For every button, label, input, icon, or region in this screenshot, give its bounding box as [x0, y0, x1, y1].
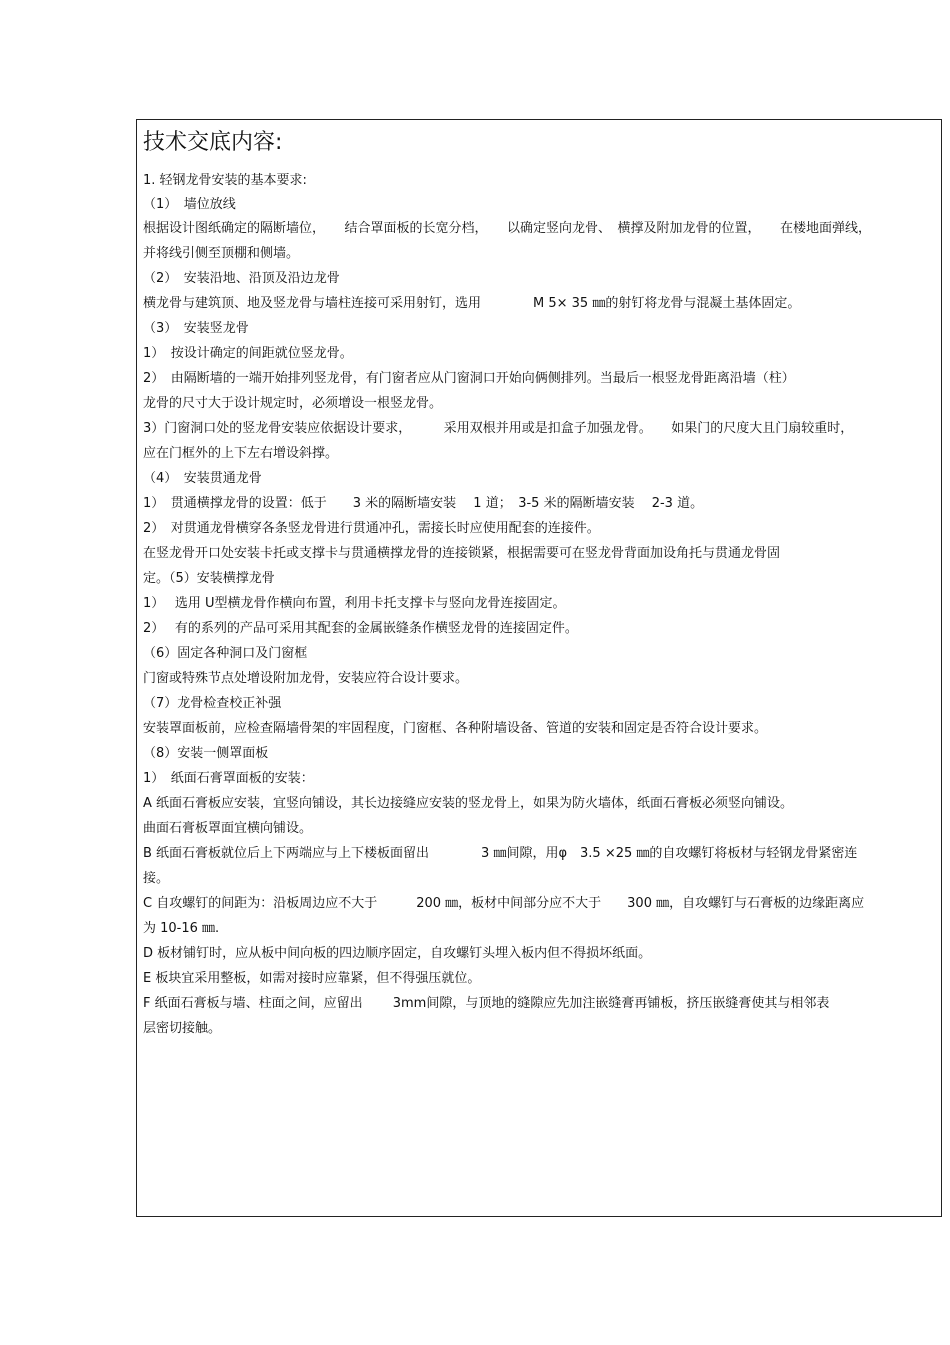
text-line: 定。（5）安装横撑龙骨	[143, 571, 275, 586]
text-line: A 纸面石膏板应安装，宜竖向铺设，其长边接缝应安装的竖龙骨上，如果为防火墙体，纸面石膏板必须竖向铺设。	[143, 796, 794, 811]
text-line: 接。	[143, 871, 170, 886]
text-line: 在竖龙骨开口处安装卡托或支撑卡与贯通横撑龙骨的连接锁紧，根据需要可在竖龙骨背面加设角托与贯通龙骨固	[143, 546, 781, 561]
text-line: （4） 安装贯通龙骨	[143, 471, 262, 486]
text-line: C 自攻螺钉的间距为：沿板周边应不大于 200 ㎜，板材中间部分应不大于 300 ㎜，自攻螺钉与石膏板的边缘距离应	[143, 896, 865, 911]
text-line: 横龙骨与建筑顶、地及竖龙骨与墙柱连接可采用射钉，选用 M 5× 35 ㎜的射钉将龙骨与混凝土基体固定。	[143, 296, 801, 311]
text-line: 1. 轻钢龙骨安装的基本要求:	[143, 173, 307, 188]
text-line: 2） 对贯通龙骨横穿各条竖龙骨进行贯通冲孔，需接长时应使用配套的连接件。	[143, 521, 600, 536]
text-line: 曲面石膏板罩面宜横向铺设。	[143, 821, 313, 836]
text-line: 根据设计图纸确定的隔断墙位， 结合罩面板的长宽分档， 以确定竖向龙骨、 横撑及附加龙骨的位置， 在楼地面弹线，	[143, 221, 872, 236]
text-line: 3）门窗洞口处的竖龙骨安装应依据设计要求， 采用双根并用或是扣盒子加强龙骨。 如果门的尺度大且门扇较重时，	[143, 421, 854, 436]
text-line: D 板材铺钉时，应从板中间向板的四边顺序固定，自攻螺钉头埋入板内但不得损坏纸面。	[143, 946, 652, 961]
text-line: 层密切接触。	[143, 1021, 222, 1036]
text-line: 2） 有的系列的产品可采用其配套的金属嵌缝条作横竖龙骨的连接固定件。	[143, 621, 578, 636]
text-line: （8）安装一侧罩面板	[143, 746, 269, 761]
text-line: 门窗或特殊节点处增设附加龙骨，安装应符合设计要求。	[143, 671, 469, 686]
text-line: （6）固定各种洞口及门窗框	[143, 646, 308, 661]
text-line: 1） 纸面石膏罩面板的安装：	[143, 771, 314, 786]
text-line: 龙骨的尺寸大于设计规定时，必须增设一根竖龙骨。	[143, 396, 443, 411]
text-line: 1） 贯通横撑龙骨的设置：低于 3 米的隔断墙安装 1 道； 3-5 米的隔断墙安装 2-3 道。	[143, 496, 704, 511]
text-line: 安装罩面板前，应检查隔墙骨架的牢固程度，门窗框、各种附墙设备、管道的安装和固定是否符合设计要求。	[143, 721, 768, 736]
text-line: F 纸面石膏板与墙、柱面之间，应留出 3mm间隙，与顶地的缝隙应先加注嵌缝膏再铺板，挤压嵌缝膏使其与相邻表	[143, 996, 830, 1011]
text-line: 2） 由隔断墙的一端开始排列竖龙骨，有门窗者应从门窗洞口开始向俩侧排列。当最后一根竖龙骨距离沿墙（柱）	[143, 371, 795, 386]
text-line: （1） 墙位放线	[143, 197, 236, 212]
text-line: 1） 选用 U型横龙骨作横向布置，利用卡托支撑卡与竖向龙骨连接固定。	[143, 596, 566, 611]
text-line: E 板块宜采用整板，如需对接时应靠紧，但不得强压就位。	[143, 971, 481, 986]
text-line: B 纸面石膏板就位后上下两端应与上下楼板面留出 3 ㎜间隙，用φ 3.5 ×25 ㎜的自攻螺钉将板材与轻钢龙骨紧密连	[143, 846, 858, 861]
text-line: （3） 安装竖龙骨	[143, 321, 249, 336]
text-line: （2） 安装沿地、沿顶及沿边龙骨	[143, 271, 340, 286]
text-line: 为 10-16 ㎜.	[143, 921, 220, 936]
section-heading: 技术交底内容:	[143, 130, 283, 155]
text-line: 并将线引侧至顶棚和侧墙。	[143, 246, 300, 261]
text-line: （7）龙骨检查校正补强	[143, 696, 282, 711]
text-line: 1） 按设计确定的间距就位竖龙骨。	[143, 346, 353, 361]
text-line: 应在门框外的上下左右增设斜撑。	[143, 446, 339, 461]
